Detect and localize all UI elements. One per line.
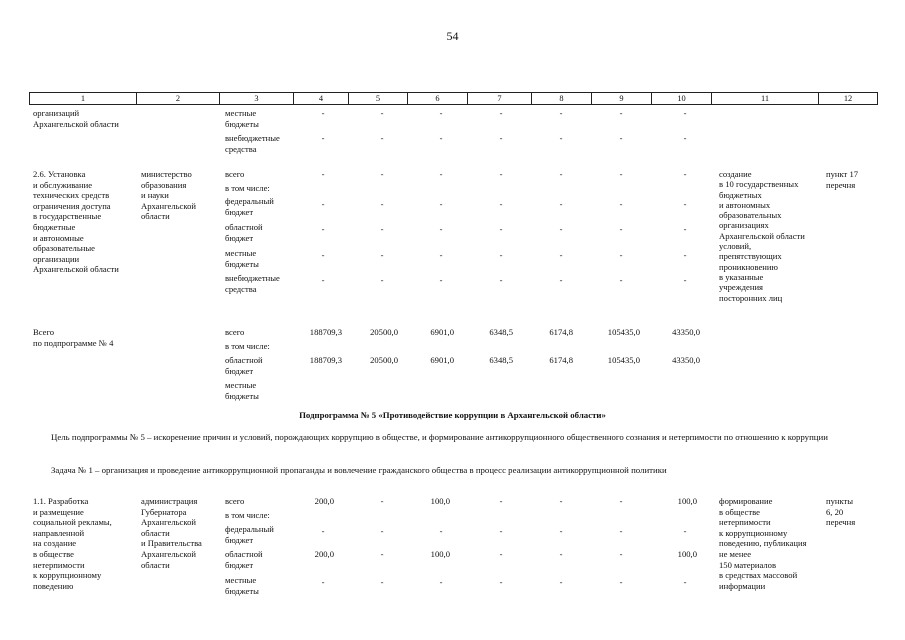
item-2-6-reference: пункт 17 перечня xyxy=(826,169,859,190)
cell: - xyxy=(321,108,325,118)
cell: - xyxy=(380,496,384,506)
cell: - xyxy=(321,169,325,179)
cell: - xyxy=(683,169,687,179)
cell: 200,0 xyxy=(314,549,334,559)
cell: - xyxy=(321,275,325,285)
item-1-1-type-including: в том числе: xyxy=(225,510,270,520)
cell: 6901,0 xyxy=(430,355,454,365)
item-2-6-type-federal: федеральный бюджет xyxy=(225,196,274,217)
cell: - xyxy=(559,108,563,118)
cell: - xyxy=(559,577,563,587)
cell: - xyxy=(321,224,325,234)
cell: - xyxy=(380,549,384,559)
item-1-1-type-local: местные бюджеты xyxy=(225,575,259,596)
total-name: Всего по подпрограмме № 4 xyxy=(33,327,114,348)
cell: - xyxy=(439,577,443,587)
cell: - xyxy=(380,224,384,234)
cell: 200,0 xyxy=(314,496,334,506)
cell: - xyxy=(683,108,687,118)
item-1-1-name: 1.1. Разработка и размещение социальной рекламы, направленной на создание в обществе нетерпимости к коррупционному поведению xyxy=(33,496,112,591)
item-2-6-type-total: всего xyxy=(225,169,245,179)
cell: 20500,0 xyxy=(370,355,398,365)
total-type-total: всего xyxy=(225,327,245,337)
cell: 6174,8 xyxy=(549,327,573,337)
cell: - xyxy=(559,133,563,143)
header-col-5: 5 xyxy=(349,93,408,105)
cell: - xyxy=(439,526,443,536)
cell: - xyxy=(380,577,384,587)
cell: - xyxy=(499,199,503,209)
total-type-local: местные бюджеты xyxy=(225,380,259,401)
item-1-1-result: формирование в обществе нетерпимости к коррупционному поведению, публикация не менее 150 материалов в средствах массовой информации xyxy=(719,496,807,591)
cell: - xyxy=(321,250,325,260)
header-col-8: 8 xyxy=(532,93,592,105)
header-col-3: 3 xyxy=(220,93,294,105)
item-1-1-reference: пункты 6, 20 перечня xyxy=(826,496,856,528)
header-col-12: 12 xyxy=(819,93,878,105)
item-2-6-name: 2.6. Установка и обслуживание технических средств ограничения доступа в государственные бюджетные и автономные образовательные организации Архангельской области xyxy=(33,169,119,275)
cell: 188709,3 xyxy=(309,327,342,337)
cell: - xyxy=(439,133,443,143)
row-top-col1: организаций Архангельской области xyxy=(33,108,119,129)
header-col-4: 4 xyxy=(294,93,349,105)
item-1-1-type-total: всего xyxy=(225,496,245,506)
cell: - xyxy=(559,275,563,285)
cell: - xyxy=(439,224,443,234)
cell: - xyxy=(559,526,563,536)
cell: 43350,0 xyxy=(672,327,700,337)
task-text: Задача № 1 – организация и проведение антикоррупционной пропаганды и вовлечение гражданского общества в процесс реализации антикоррупционной политики xyxy=(51,465,667,475)
cell: - xyxy=(683,133,687,143)
cell: - xyxy=(321,199,325,209)
cell: - xyxy=(559,496,563,506)
cell: 6348,5 xyxy=(489,327,513,337)
cell: - xyxy=(499,169,503,179)
cell: - xyxy=(380,133,384,143)
cell: 100,0 xyxy=(677,549,697,559)
total-type-including: в том числе: xyxy=(225,341,270,351)
header-col-1: 1 xyxy=(30,93,137,105)
cell: 100,0 xyxy=(677,496,697,506)
cell: - xyxy=(321,577,325,587)
cell: - xyxy=(439,108,443,118)
item-2-6-type-including: в том числе: xyxy=(225,183,270,193)
item-2-6-type-local: местные бюджеты xyxy=(225,248,259,269)
cell: 20500,0 xyxy=(370,327,398,337)
cell: 6348,5 xyxy=(489,355,513,365)
cell: - xyxy=(619,133,623,143)
cell: - xyxy=(439,275,443,285)
cell: - xyxy=(619,224,623,234)
cell: 105435,0 xyxy=(607,355,640,365)
cell: 100,0 xyxy=(430,549,450,559)
item-1-1-executor: администрация Губернатора Архангельской области и Правительства Архангельской области xyxy=(141,496,202,570)
cell: - xyxy=(619,526,623,536)
cell: - xyxy=(439,199,443,209)
row-top-type-extrabudget: внебюджетные средства xyxy=(225,133,280,154)
goal-text: Цель подпрограммы № 5 – искоренение причин и условий, порождающих коррупцию в обществе, и формирование антикоррупционного общественного сознания и нетерпимости по отношению к коррупции xyxy=(51,432,828,442)
cell: - xyxy=(619,169,623,179)
cell: - xyxy=(559,549,563,559)
cell: 105435,0 xyxy=(607,327,640,337)
cell: - xyxy=(619,108,623,118)
cell: - xyxy=(499,275,503,285)
cell: - xyxy=(499,108,503,118)
cell: - xyxy=(683,577,687,587)
cell: - xyxy=(380,199,384,209)
cell: - xyxy=(559,199,563,209)
page-number: 54 xyxy=(446,29,459,43)
cell: - xyxy=(321,526,325,536)
cell: 6901,0 xyxy=(430,327,454,337)
column-number-header xyxy=(29,92,878,105)
subprogram-title: Подпрограмма № 5 «Противодействие коррупции в Архангельской области» xyxy=(299,410,606,420)
cell: - xyxy=(499,224,503,234)
item-1-1-type-regional: областной бюджет xyxy=(225,549,263,570)
cell: - xyxy=(619,577,623,587)
item-2-6-type-regional: областной бюджет xyxy=(225,222,263,243)
cell: - xyxy=(380,169,384,179)
cell: - xyxy=(683,199,687,209)
cell: - xyxy=(683,224,687,234)
cell: - xyxy=(559,224,563,234)
cell: - xyxy=(499,549,503,559)
cell: - xyxy=(619,250,623,260)
header-col-10: 10 xyxy=(652,93,712,105)
cell: - xyxy=(619,496,623,506)
cell: - xyxy=(499,526,503,536)
cell: 188709,3 xyxy=(309,355,342,365)
cell: - xyxy=(380,275,384,285)
cell: - xyxy=(439,169,443,179)
header-col-6: 6 xyxy=(408,93,468,105)
cell: - xyxy=(380,250,384,260)
cell: - xyxy=(683,275,687,285)
cell: 100,0 xyxy=(430,496,450,506)
cell: 6174,8 xyxy=(549,355,573,365)
item-1-1-type-federal: федеральный бюджет xyxy=(225,524,274,545)
cell: - xyxy=(499,496,503,506)
cell: - xyxy=(683,526,687,536)
cell: - xyxy=(619,275,623,285)
header-col-9: 9 xyxy=(592,93,652,105)
cell: 43350,0 xyxy=(672,355,700,365)
cell: - xyxy=(559,250,563,260)
cell: - xyxy=(499,577,503,587)
cell: - xyxy=(380,108,384,118)
cell: - xyxy=(499,133,503,143)
total-type-regional: областной бюджет xyxy=(225,355,263,376)
header-col-7: 7 xyxy=(468,93,532,105)
cell: - xyxy=(619,199,623,209)
item-2-6-type-extrabudget: внебюджетные средства xyxy=(225,273,280,294)
item-2-6-executor: министерство образования и науки Архангельской области xyxy=(141,169,196,222)
header-col-2: 2 xyxy=(137,93,220,105)
item-2-6-result: создание в 10 государственных бюджетных и автономных образовательных организациях Архангельской области условий, препятствующих проникновению в указанные учреждения посторонних лиц xyxy=(719,169,805,303)
cell: - xyxy=(380,526,384,536)
cell: - xyxy=(321,133,325,143)
cell: - xyxy=(619,549,623,559)
header-col-11: 11 xyxy=(712,93,819,105)
row-top-type-local: местные бюджеты xyxy=(225,108,259,129)
cell: - xyxy=(559,169,563,179)
cell: - xyxy=(439,250,443,260)
cell: - xyxy=(683,250,687,260)
cell: - xyxy=(499,250,503,260)
